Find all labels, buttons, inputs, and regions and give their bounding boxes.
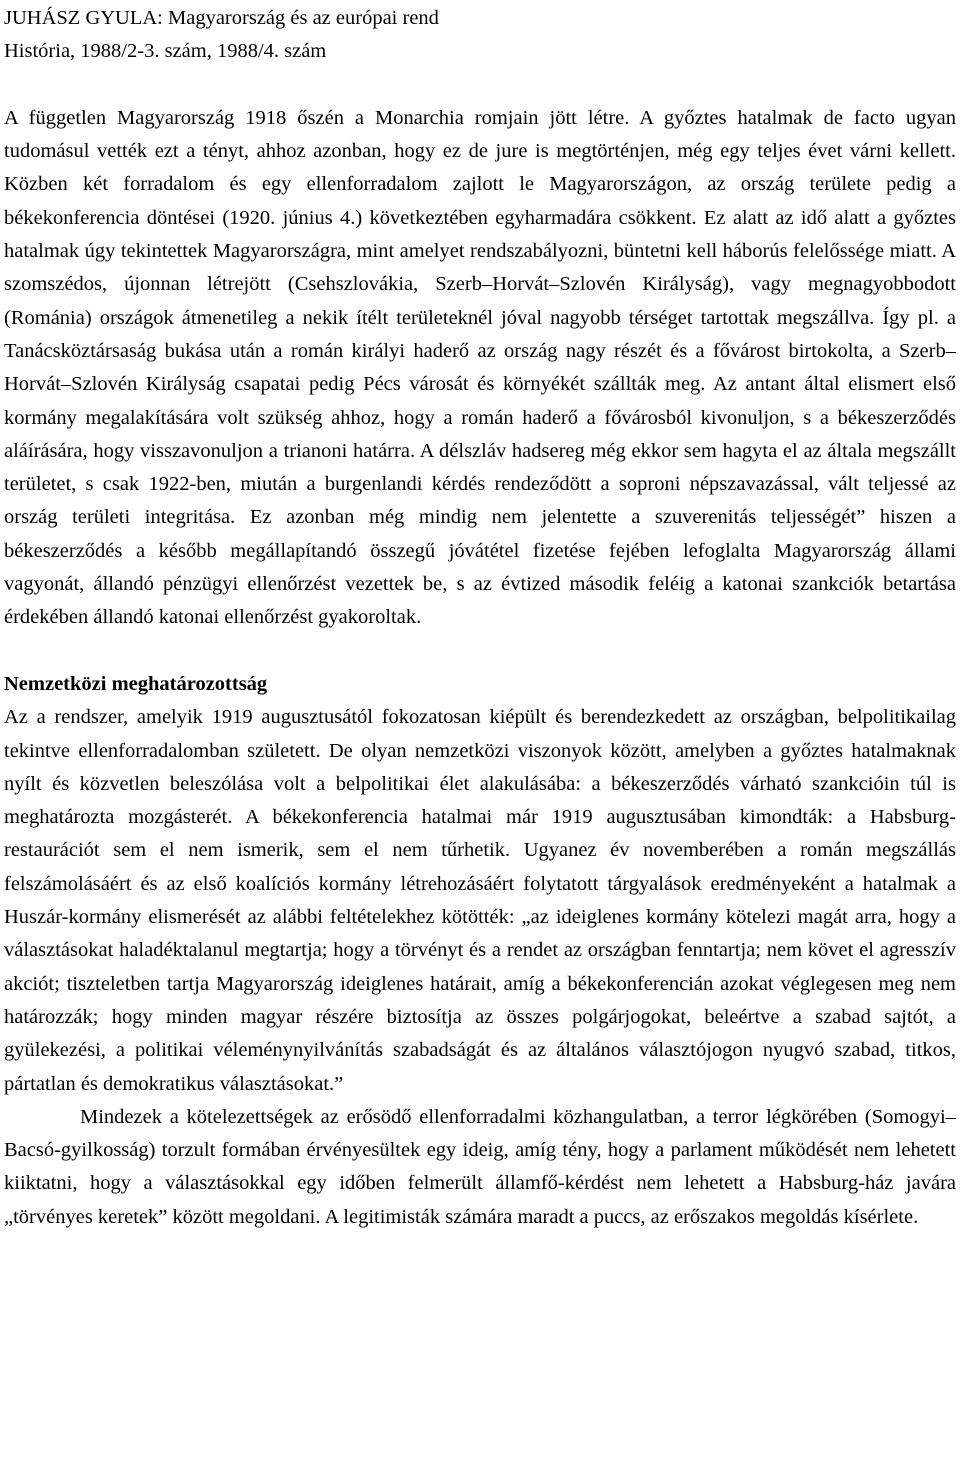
spacer [4, 635, 956, 668]
document-title: JUHÁSZ GYULA: Magyarország és az európai rend [4, 7, 439, 29]
section-paragraph-1: Az a rendszer, amelyik 1919 augusztusától fokozatosan kiépült és berendezkedett az országban, belpolitikailag tekintve ellenforradalomban született. De olyan nemzetközi viszonyok között, amelyben a győztes hatalmaknak nyílt és közvetlen beleszólása volt a belpolitikai élet alakulásába: a békeszerződés várható szankcióin túl is meghatározta mozgásterét. A békekonferencia hatalmai már 1919 augusztusában kimondták: a Habsburg-restaurációt sem el nem ismerik, sem el nem tűrhetik. Ugyanez év novemberében a román megszállás felszámolásáért és az első koalíciós kormány létrehozásáért folytatott tárgyalások eredményeként a hatalmak a Huszár-kormány elismerését az alábbi feltételekhez kötötték: „az ideiglenes kormány kötelezi magát arra, hogy a választásokat haladéktalanul megtartja; hogy a törvényt és a rendet az országban fenntartja; nem követ el agresszív akciót; tiszteletben tartja Magyarország ideiglenes határait, amíg a békekonferencián azokat véglegesen meg nem határozzák; hogy minden magyar részére biztosítja az összes polgárjogokat, beleértve a szabad sajtót, a gyülekezési, a politikai véleménynyilvánítás szabadságát és az általános választójogon nyugvó szabad, titkos, pártatlan és demokratikus választásokat.” [4, 706, 956, 1095]
section-heading: Nemzetközi meghatározottság [4, 672, 268, 695]
section-paragraph-2: Mindezek a kötelezettségek az erősödő ellenforradalmi közhangulatban, a terror légkörében (Somogyi–Bacsó-gyilkosság) torzult formában érvényesültek egy ideig, amíg tény, hogy a parlament működését nem lehetett kiiktatni, hogy a választásokkal egy időben felmerült államfő-kérdést nem lehetett a Habsburg-ház javára „törvényes keretek” között megoldani. A legitimisták számára maradt a puccs, az erőszakos megoldás kísérlete. [4, 1105, 956, 1228]
document-source: História, 1988/2-3. szám, 1988/4. szám [4, 40, 327, 63]
spacer [4, 69, 956, 102]
document-page [4, 2, 956, 1234]
intro-paragraph: A független Magyarország 1918 őszén a Monarchia romjain jött létre. A győztes hatalmak de facto ugyan tudomásul vették ezt a tényt, ahhoz azonban, hogy ez de jure is megtörténjen, még egy teljes évet várni kellett. Közben két forradalom és egy ellenforradalom zajlott le Magyarországon, az ország területe pedig a békekonferencia döntései (1920. június 4.) következtében egyharmadára csökkent. Ez alatt az idő alatt a győztes hatalmak úgy tekintettek Magyarországra, mint amelyet rendszabályozni, büntetni kell háborús felelőssége miatt. A szomszédos, újonnan létrejött (Csehszlovákia, Szerb–Horvát–Szlovén Királyság), vagy megnagyobbodott (Románia) országok átmenetileg a nekik ítélt területeknél jóval nagyobb térséget tartottak megszállva. Így pl. a Tanácsköztársaság bukása után a román királyi haderő az ország nagy részét és a fővárost birtokolta, a Szerb–Horvát–Szlovén Királyság csapatai pedig Pécs városát és környékét szállták meg. Az antant által elismert első kormány megalakítására volt szükség ahhoz, hogy a román haderő a fővárosból kivonuljon, s a békeszerződés aláírására, hogy visszavonuljon a trianoni határra. A délszláv hadsereg még ekkor sem hagyta el az általa megszállt területet, s csak 1922-ben, miután a burgenlandi kérdés rendeződött a soproni népszavazással, vált teljessé az ország területi integritása. Ez azonban még mindig nem jelentette a szuverenitás teljességét” hiszen a békeszerződés a később megállapítandó összegű jóvátétel fizetése fejében lefoglalta Magyarország állami vagyonát, állandó pénzügyi ellenőrzést vezettek be, s az évtized második feléig a katonai szankciók betartása érdekében állandó katonai ellenőrzést gyakoroltak. [4, 106, 956, 629]
